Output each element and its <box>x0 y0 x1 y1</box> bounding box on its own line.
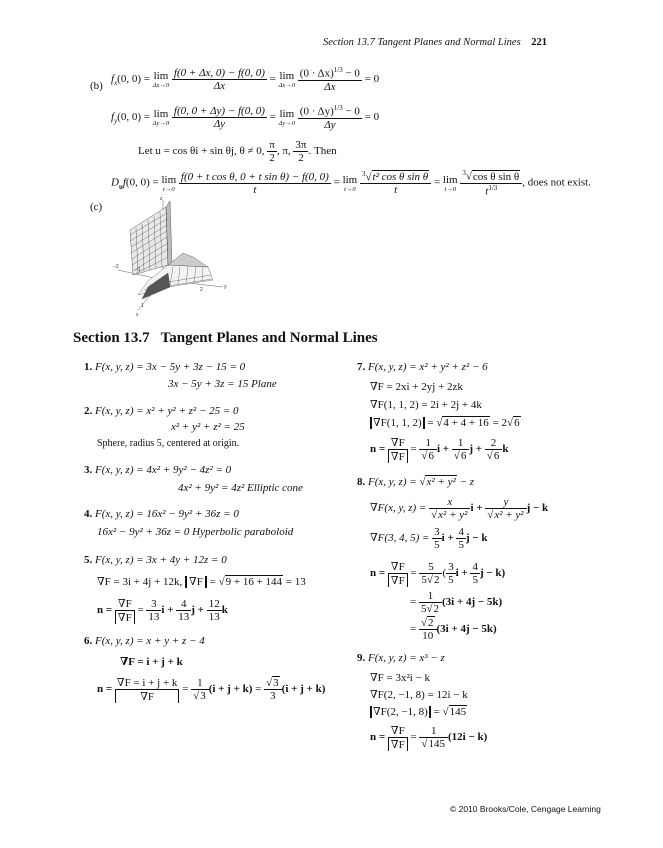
running-title: Section 13.7 Tangent Planes and Normal Lines <box>323 37 521 48</box>
problem-8-normal-step-2: = $\frac{1}{5√2}$ (3i + 4j − 5k) <box>410 590 503 615</box>
problem-9-gradient: ∇F = 3x²i − k <box>370 672 431 684</box>
fx-definition: $f_x(0$, 0) = lim Δx→0 $\frac{f(0 + \Delta x, 0) - f(0, 0)}{\Delta x}$ = lim Δx→0 $\frac{(0 \cdot \Delta x)^{1/3} - 0}{\Delta x}$ = 0 <box>111 66 380 93</box>
problem-8-gradient: ∇F(x, y, z) = $\frac{x}{\text{√x² + y²}}$ i + $\frac{y}{\text{√x² + y²}}$ j − k <box>370 496 549 521</box>
problem-8: 8. F(x, y, z) = √x² + y² − z <box>357 476 474 488</box>
problem-1: 1. F(x, y, z) = 3x − 5y + 3z − 15 = 0 <box>84 361 246 373</box>
problem-9-normal: n = $\frac{\nabla F}{\nabla F}$ = $\frac{1}{√145}$ (12i − k) <box>370 725 488 751</box>
page-number: 221 <box>531 37 548 48</box>
problem-5: 5. F(x, y, z) = 3x + 4y + 12z = 0 <box>84 554 227 566</box>
problem-7: 7. F(x, y, z) = x² + y² + z² − 6 <box>357 361 488 373</box>
problem-8-gradient-at-point: ∇F(3, 4, 5) = $\frac{3}{5}$ i + $\frac{4}{5}$ j − k <box>370 526 488 551</box>
svg-text:x: x <box>136 312 139 317</box>
problem-7-gradient: ∇F = 2xi + 2yj + 2zk <box>370 381 463 393</box>
problem-2: 2. F(x, y, z) = x² + y² + z² − 25 = 0 <box>84 405 239 417</box>
problem-2-line-3: Sphere, radius 5, centered at origin. <box>97 438 240 449</box>
svg-text:−1: −1 <box>135 267 141 273</box>
part-b-label: (b) <box>90 80 103 92</box>
running-header <box>323 37 547 48</box>
section-title: Section 13.7 Tangent Planes and Normal Lines <box>73 330 378 346</box>
problem-9-norm: ∇F(2, −1, 8) = √145 <box>370 705 467 718</box>
problem-4-line-2: 16x² − 9y² + 36z = 0 Hyperbolic paraboloid <box>97 526 294 538</box>
problem-2-line-2: x² + y² + z² = 25 <box>171 421 245 433</box>
problem-3: 3. F(x, y, z) = 4x² + 9y² − 4z² = 0 <box>84 464 232 476</box>
problem-8-normal-step-3: = $\frac{√2}{10}$ (3i + 4j − 5k) <box>410 617 497 642</box>
problem-6: 6. F(x, y, z) = x + y + z − 4 <box>84 635 205 647</box>
problem-1-line-2: 3x − 5y + 3z = 15 Plane <box>168 378 277 390</box>
svg-text:−2: −2 <box>113 264 119 270</box>
problem-9-gradient-at-point: ∇F(2, −1, 8) = 12i − k <box>370 689 468 701</box>
problem-5-normal: n = $\frac{\nabla F}{\nabla F}$ = $\frac{3}{13}$ i + $\frac{4}{13}$ j + $\frac{12}{13}$ k <box>97 598 228 624</box>
problem-5-gradient: ∇F = 3i + 4j + 12k, ∇F = √9 + 16 + 144 = 13 <box>97 576 306 588</box>
svg-text:z: z <box>160 196 163 202</box>
problem-6-normal: n = $\frac{\nabla F = i + j + k}{\nabla F}$ = $\frac{1}{√3}$ (i + j + k) = $\frac{√3}{3}$ (i + j + k) <box>97 677 326 703</box>
part-c-label: (c) <box>90 201 103 213</box>
problem-7-norm: ∇F(1, 1, 2) = √4 + 4 + 16 = 2√6 <box>370 416 521 429</box>
svg-text:y: y <box>224 284 227 290</box>
copyright-footer: © 2010 Brooks/Cole, Cengage Learning <box>450 804 601 814</box>
problem-3-line-2: 4x² + 9y² = 4z² Elliptic cone <box>178 482 303 494</box>
problem-7-normal: n = $\frac{\nabla F}{\nabla F}$ = $\frac{1}{√6}$ i + $\frac{1}{√6}$ j + $\frac{2}{√6}$ k <box>370 437 509 463</box>
fy-definition: $f_y(0$, 0) = lim Δy→0 $\frac{f(0, 0 + \Delta y) - f(0, 0)}{\Delta y}$ = lim Δy→0 $\frac{(0 \cdot \Delta y)^{1/3} - 0}{\Delta y}$ = 0 <box>111 104 380 131</box>
problem-7-gradient-at-point: ∇F(1, 1, 2) = 2i + 2j + 4k <box>370 399 482 411</box>
problem-6-gradient: ∇F = i + j + k <box>120 656 183 668</box>
problem-8-normal: n = $\frac{\nabla F}{\nabla F}$ = $\frac{5}{5√2}$ ( $\frac{3}{5}$ i + $\frac{4}{5}$ j − k) <box>370 561 506 587</box>
svg-text:2: 2 <box>200 287 203 293</box>
problem-9: 9. F(x, y, z) = x³ − z <box>357 652 445 664</box>
let-u-line: Let u = cos θi + sin θj, θ ≠ 0, $\frac{\pi}{2}$ , π, $\frac{3\pi}{2}$ . Then <box>138 139 337 164</box>
svg-text:1: 1 <box>141 303 144 309</box>
directional-derivative: $D_uf(0$, 0) = lim t→0 $\frac{\text{f(0 + t cos θ, 0 + t sin θ) − f(0, 0)}}{t}$ = lim t→0 $\frac{^3√t^2 \cos \theta \sin \theta}{t}$ = lim t→0 $\frac{^3√\cos \theta \sin \theta}{t^{1/3}}$ , does not exist. <box>111 169 591 198</box>
problem-4: 4. F(x, y, z) = 16x² − 9y² + 36z = 0 <box>84 508 239 520</box>
surface-plot <box>108 195 233 317</box>
